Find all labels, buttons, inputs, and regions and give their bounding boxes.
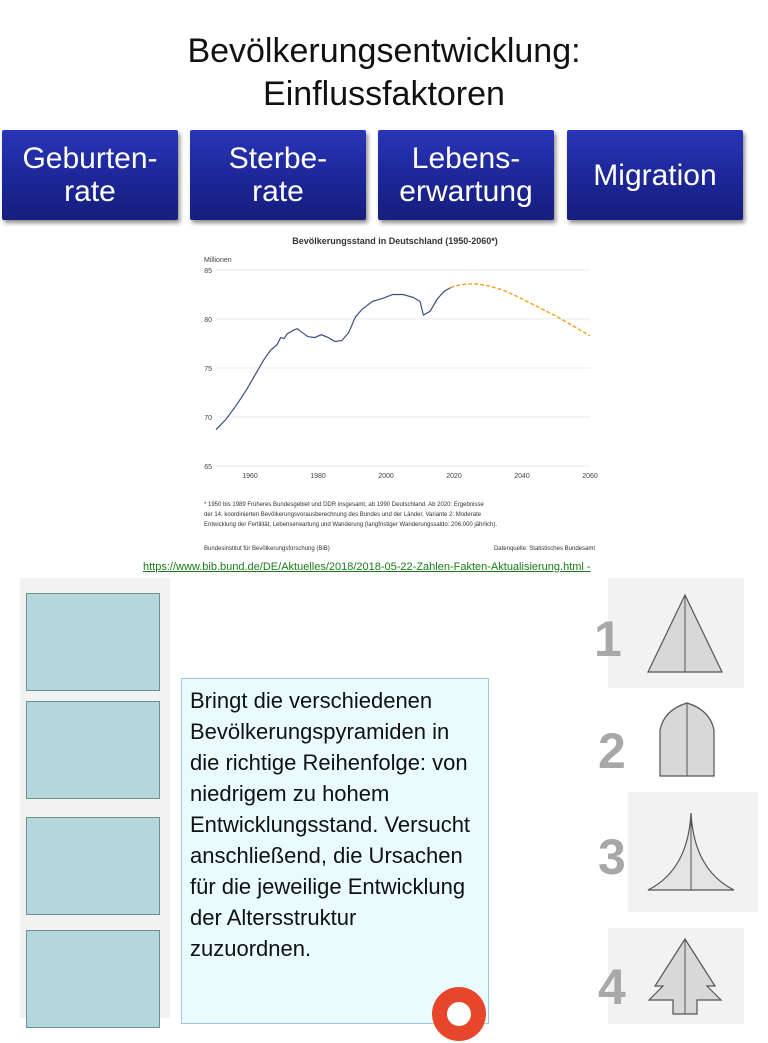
footnote-line: der 14. koordinierten Bevölkerungsvorausberechnung des Bundes und der Länder, Variante 2: Moderate bbox=[204, 512, 482, 518]
x-tick-label: 1960 bbox=[242, 473, 258, 480]
pyramid-number-3: 3 bbox=[598, 829, 626, 885]
y-tick-label: 75 bbox=[204, 366, 212, 373]
tab-sterberate[interactable] bbox=[190, 130, 366, 220]
x-tick-label: 2000 bbox=[378, 473, 394, 480]
tab-label-line-2: erwartung bbox=[399, 175, 533, 208]
x-tick-label: 2040 bbox=[514, 473, 530, 480]
pyramid-2-beehive[interactable] bbox=[656, 700, 718, 780]
population-chart bbox=[190, 230, 600, 560]
tab-label-line-2: rate bbox=[252, 175, 304, 208]
title-line-2: Einflussfaktoren bbox=[263, 75, 505, 113]
drop-slot-2[interactable] bbox=[26, 701, 160, 799]
y-tick-label: 70 bbox=[204, 415, 212, 422]
y-tick-label: 85 bbox=[204, 268, 212, 275]
help-circle-icon[interactable] bbox=[430, 985, 488, 1043]
pyramid-3-concave[interactable] bbox=[644, 810, 738, 894]
x-tick-label: 1980 bbox=[310, 473, 326, 480]
drop-slot-3[interactable] bbox=[26, 817, 160, 915]
tab-geburtenrate[interactable] bbox=[2, 130, 178, 220]
source-link[interactable]: https://www.bib.bund.de/DE/Aktuelles/2018/2018-05-22-Zahlen-Fakten-Aktualisierung.html - bbox=[143, 561, 591, 573]
tab-lebenserwartung[interactable] bbox=[378, 130, 554, 220]
pyramid-number-4: 4 bbox=[598, 959, 626, 1015]
tab-label-line-1: Lebens- bbox=[411, 142, 521, 175]
pyramid-4-arrow[interactable] bbox=[647, 936, 723, 1018]
y-tick-label: 65 bbox=[204, 464, 212, 471]
pyramid-number-1: 1 bbox=[594, 611, 622, 667]
tab-label-line-1: Sterbe- bbox=[228, 142, 328, 175]
tab-label-line-1: Geburten- bbox=[22, 142, 158, 175]
tab-label-line-1: Migration bbox=[593, 158, 717, 192]
footnote-line: Entwicklung der Fertilität, Lebenserwartung und Wanderung (langfristiger Wanderungssaldo: 206.000 jährlich). bbox=[204, 522, 498, 528]
projection-line bbox=[451, 284, 590, 336]
tab-migration[interactable] bbox=[567, 130, 743, 220]
title-line-1: Bevölkerungsentwicklung: bbox=[187, 32, 581, 70]
drop-slot-1[interactable] bbox=[26, 593, 160, 691]
x-tick-label: 2020 bbox=[446, 473, 462, 480]
page-title bbox=[0, 30, 768, 116]
drop-slot-4[interactable] bbox=[26, 930, 160, 1028]
footnote-line: * 1950 bis 1989 Früheres Bundesgebiet und DDR insgesamt, ab 1990 Deutschland. Ab 2020: Ergebnisse bbox=[204, 502, 484, 508]
x-tick-label: 2060 bbox=[582, 473, 598, 480]
source-right: Datenquelle: Statistisches Bundesamt bbox=[493, 546, 595, 552]
tab-label-line-2: rate bbox=[64, 175, 116, 208]
source-left: Bundesinstitut für Bevölkerungsforschung (BiB) bbox=[204, 546, 330, 552]
history-line bbox=[216, 288, 451, 430]
y-tick-label: 80 bbox=[204, 317, 212, 324]
pyramid-1-triangle[interactable] bbox=[645, 592, 725, 676]
task-instructions: Bringt die verschiedenen Bevölkerungspyramiden in die richtige Reihenfolge: von niedrigem zu hohem Entwicklungsstand. Versucht anschließend, die Ursachen für die jeweilige Entwicklung der Altersstruktur zuzuordnen. bbox=[181, 678, 489, 1024]
pyramid-number-2: 2 bbox=[598, 723, 626, 779]
y-axis-label: Millionen bbox=[204, 257, 232, 264]
chart-title: Bevölkerungsstand in Deutschland (1950-2060*) bbox=[292, 236, 498, 246]
